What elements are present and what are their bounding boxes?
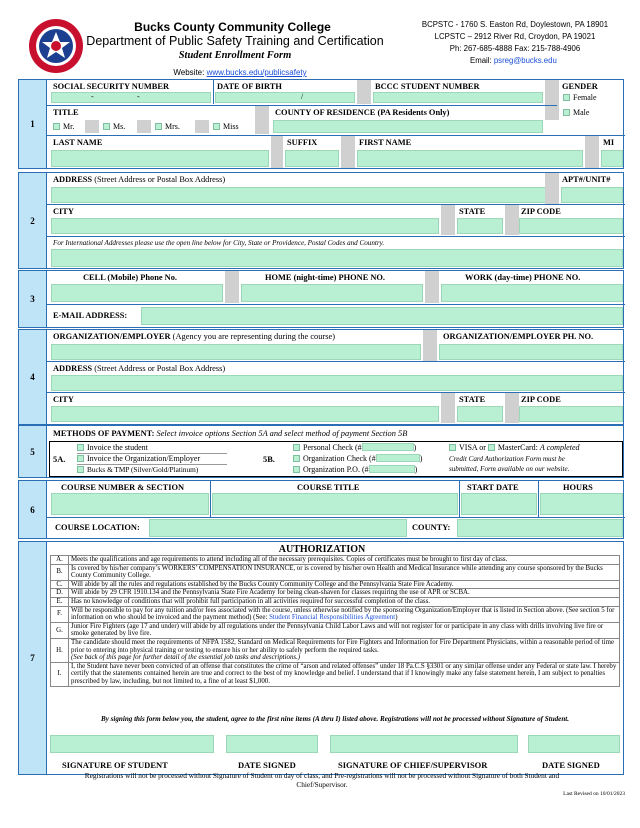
course-location-label: COURSE LOCATION: xyxy=(55,523,140,532)
cell-phone-label: CELL (Mobile) Phone No. xyxy=(83,273,177,282)
personal-check-label: Personal Check (# xyxy=(303,443,362,452)
checkbox-icon[interactable] xyxy=(293,466,300,473)
home-phone-label: HOME (night-time) PHONE NO. xyxy=(265,273,386,282)
org-check-option[interactable] xyxy=(293,454,422,463)
cell-phone-input[interactable] xyxy=(51,284,223,302)
department-name: Department of Public Safety Training and Certification xyxy=(86,34,384,48)
footer-line-1: Registrations will not be processed without Signature of Student on day of class, and Pre-registrations will not be processed without Signature of both Student and xyxy=(84,771,560,780)
ms-label: Ms. xyxy=(113,122,126,131)
miss-label: Miss xyxy=(223,122,239,131)
female-label: Female xyxy=(573,93,597,102)
cc-note-line3: submitted, Form available on our website. xyxy=(449,465,570,473)
suffix-input[interactable] xyxy=(285,150,339,167)
email-line xyxy=(470,56,590,65)
visa-label: VISA or xyxy=(459,443,486,452)
title-mr-option[interactable] xyxy=(53,122,74,131)
item-key: E. xyxy=(51,597,69,606)
table-row xyxy=(51,662,620,686)
checkbox-icon[interactable] xyxy=(293,444,300,451)
shade-block xyxy=(195,120,209,133)
paren: ) xyxy=(419,454,423,463)
divider xyxy=(47,105,557,106)
footer-line-2: Chief/Supervisor. xyxy=(296,780,348,789)
authorization-title: AUTHORIZATION xyxy=(278,544,366,555)
shade-block xyxy=(425,271,439,303)
checkbox-icon[interactable] xyxy=(77,466,84,473)
gender-male-option[interactable] xyxy=(563,108,589,117)
item-text xyxy=(69,638,620,662)
phone-fax: Ph: 267-685-4888 Fax: 215-788-4906 xyxy=(449,44,581,53)
item-h-text: The candidate should meet the requirements of NFPA 1582, Standard on Medical Requirements for Fire Fighters and Information for Fire Department Physicians, within a reasonable period of time prior to entering into physical training or testing to ensure his or her ability to safely perform the required tasks. xyxy=(71,638,615,654)
student-signature-label: SIGNATURE OF STUDENT xyxy=(62,760,168,770)
payment-methods-note: Select invoice options Section 5A and select method of payment Section 5B xyxy=(156,429,408,438)
shade-block xyxy=(255,106,269,134)
org-input[interactable] xyxy=(51,344,421,360)
table-row xyxy=(51,606,620,622)
table-row xyxy=(51,580,620,589)
title-ms-option[interactable] xyxy=(103,122,125,131)
org-address-label-bold: ADDRESS xyxy=(53,364,93,373)
work-phone-input[interactable] xyxy=(441,284,623,302)
last-name-label: LAST NAME xyxy=(53,138,103,147)
work-phone-label: WORK (day-time) PHONE NO. xyxy=(465,273,581,282)
paren: ) xyxy=(413,443,417,452)
date-signed-label: DATE SIGNED xyxy=(542,760,600,770)
email-input[interactable] xyxy=(141,307,623,325)
item-text: Will abide by 29 CFR 1910.134 and the Pennsylvania State Fire Academy for being clean-shaven for classes requiring the use of APR or SCBA. xyxy=(69,589,620,598)
checkbox-icon[interactable] xyxy=(155,123,162,130)
address-bcpstc: BCPSTC - 1760 S. Easton Rd, Doylestown, PA 18901 xyxy=(421,20,609,29)
male-label: Male xyxy=(573,108,590,117)
table-row xyxy=(51,589,620,598)
payment-methods-bold: METHODS OF PAYMENT: xyxy=(53,429,155,438)
item-key: B. xyxy=(51,564,69,580)
org-state-input[interactable] xyxy=(457,406,503,422)
shade-block xyxy=(505,205,519,235)
item-text: Has no knowledge of conditions that will prohibit full participation in all activities required for successful completion of the class. xyxy=(69,597,620,606)
course-title-label: COURSE TITLE xyxy=(297,483,360,492)
org-zip-input[interactable] xyxy=(519,406,623,422)
org-zip-label: ZIP CODE xyxy=(521,395,561,404)
county-label: COUNTY OF RESIDENCE (PA Residents Only) xyxy=(275,108,450,117)
item-text xyxy=(69,606,620,622)
item-key: I. xyxy=(51,662,69,686)
checkbox-icon[interactable] xyxy=(488,444,495,451)
org-address-input[interactable] xyxy=(51,375,623,391)
checkbox-icon[interactable] xyxy=(53,123,60,130)
dob-separator: / xyxy=(301,92,304,101)
dob-input[interactable] xyxy=(215,92,355,103)
org-check-label: Organization Check (# xyxy=(303,454,376,463)
city-input[interactable] xyxy=(51,218,439,234)
paren: ) xyxy=(414,465,418,474)
email-label: E-MAIL ADDRESS: xyxy=(53,311,128,320)
college-seal-logo xyxy=(28,18,84,74)
paren: ) xyxy=(395,614,398,622)
mastercard-label: MasterCard: xyxy=(497,443,538,452)
mi-label: MI xyxy=(603,138,615,147)
shade-block xyxy=(585,136,599,168)
shade-block xyxy=(441,205,455,235)
section-number: 4 xyxy=(19,330,47,424)
section-5 xyxy=(18,425,624,478)
student-signature-input[interactable] xyxy=(50,735,214,753)
ssn-label: SOCIAL SECURITY NUMBER xyxy=(53,82,170,91)
state-label: STATE xyxy=(459,207,486,216)
shade-block xyxy=(545,80,559,120)
section-number: 7 xyxy=(19,542,47,774)
city-label: CITY xyxy=(53,207,74,216)
bucks-tmp-option[interactable] xyxy=(77,465,198,474)
section-2 xyxy=(18,172,624,269)
item-key: C. xyxy=(51,580,69,589)
mr-label: Mr. xyxy=(63,122,75,131)
org-address-label-note: (Street Address or Postal Box Address) xyxy=(94,364,226,373)
item-key: F. xyxy=(51,606,69,622)
checkbox-icon[interactable] xyxy=(77,455,84,462)
checkbox-icon[interactable] xyxy=(449,444,456,451)
org-address-label xyxy=(53,364,225,373)
course-location-input[interactable] xyxy=(149,519,407,537)
address-input[interactable] xyxy=(51,187,557,203)
table-row xyxy=(51,638,620,662)
item-key: G. xyxy=(51,622,69,638)
checkbox-icon[interactable] xyxy=(213,123,220,130)
section-number: 6 xyxy=(19,481,47,538)
credit-card-option[interactable] xyxy=(449,443,580,452)
first-name-input[interactable] xyxy=(357,150,583,167)
gender-female-option[interactable] xyxy=(563,93,597,102)
zip-label: ZIP CODE xyxy=(521,207,561,216)
item-h-note: (See back of this page for further detail of the essential job tasks and descriptions.) xyxy=(71,654,301,662)
hours-label: HOURS xyxy=(563,483,593,492)
hours-input[interactable] xyxy=(540,493,623,515)
college-name: Bucks County Community College xyxy=(134,20,331,34)
student-number-label: BCCC STUDENT NUMBER xyxy=(375,82,480,91)
section-5a-label: 5A. xyxy=(53,455,66,464)
section-number: 5 xyxy=(19,426,47,477)
payment-methods-label xyxy=(53,429,407,438)
section-5b-label: 5B. xyxy=(263,455,275,464)
authorization-table xyxy=(50,555,620,687)
org-label-bold: ORGANIZATION/EMPLOYER xyxy=(53,332,171,341)
table-row xyxy=(51,556,620,565)
org-po-number-input[interactable] xyxy=(369,465,415,473)
item-key: D. xyxy=(51,589,69,598)
section-number: 2 xyxy=(19,173,47,268)
divider xyxy=(538,481,539,517)
student-number-input[interactable] xyxy=(373,92,543,103)
first-name-label: FIRST NAME xyxy=(359,138,412,147)
section-3 xyxy=(18,270,624,328)
table-row xyxy=(51,597,620,606)
checkbox-icon[interactable] xyxy=(103,123,110,130)
divider xyxy=(47,392,625,393)
revision-date: Last Revised on 10/01/2023 xyxy=(563,791,625,797)
divider xyxy=(47,236,625,237)
table-row xyxy=(51,622,620,638)
email-link[interactable]: psreg@bucks.edu xyxy=(493,56,557,65)
item-text: Meets the qualifications and age requirements to attend including all of the necessary prerequisites. Copies of certificates must be brought to first day of class. xyxy=(69,556,620,565)
address-lcpstc: LCPSTC – 2912 River Rd, Croydon, PA 19021 xyxy=(434,32,596,41)
org-po-option[interactable] xyxy=(293,465,417,474)
divider xyxy=(213,80,214,104)
item-text: I, the Student have never been convicted of an offense that constitutes the crime of “arson and related offenses” under 18 Pa.C.S §3301 or any similar offense under any Federal or state law. I hereby certify that the statements contained herein are true and correct to the best of my knowledge and belief. I understand that if I knowingly make any false statement herein, I am subject to penalties prescribed by law, including, but not limited to, a fine of at least $1,000. xyxy=(69,662,620,686)
shade-block xyxy=(137,120,151,133)
course-number-input[interactable] xyxy=(51,493,209,515)
org-city-input[interactable] xyxy=(51,406,439,422)
email-label: Email: xyxy=(470,56,492,65)
start-date-label: START DATE xyxy=(467,483,519,492)
ssn-dash: - xyxy=(137,92,140,101)
divider xyxy=(47,304,625,305)
financial-agreement-link[interactable]: Student Financial Responsibilities Agreement xyxy=(269,614,396,622)
address-label-bold: ADDRESS xyxy=(53,175,93,184)
date-signed-label: DATE SIGNED xyxy=(238,760,296,770)
section-number: 3 xyxy=(19,271,47,327)
org-state-label: STATE xyxy=(459,395,486,404)
item-text: Is covered by his/her company’s WORKERS’ COMPENSATION INSURANCE, or is covered by his/her own Health and Medical Insurance while attending any course sponsored by the Bucks County Community College. xyxy=(69,564,620,580)
signing-statement: By signing this form below you, the student, agree to the first nine items (A thru I) listed above. Registrations will not be processed without Signature of Student. xyxy=(100,715,570,723)
shade-block xyxy=(423,330,437,361)
ssn-dash: - xyxy=(91,92,94,101)
title-miss-option[interactable] xyxy=(213,122,239,131)
website-line xyxy=(130,68,350,77)
divider xyxy=(47,517,625,518)
start-date-input[interactable] xyxy=(461,493,537,515)
org-city-label: CITY xyxy=(53,395,74,404)
divider xyxy=(77,464,227,465)
shade-block xyxy=(271,136,283,168)
divider xyxy=(77,453,227,454)
org-label xyxy=(53,332,335,341)
mi-input[interactable] xyxy=(601,150,623,167)
address-label-note: (Street Address or Postal Box Address) xyxy=(94,175,226,184)
checkbox-icon[interactable] xyxy=(563,94,570,101)
shade-block xyxy=(357,80,371,104)
international-address-input[interactable] xyxy=(51,249,623,267)
chief-date-input[interactable] xyxy=(528,735,620,753)
course-county-input[interactable] xyxy=(457,519,623,537)
checkbox-icon[interactable] xyxy=(293,455,300,462)
zip-input[interactable] xyxy=(519,218,623,234)
title-label: TITLE xyxy=(53,108,79,117)
course-title-input[interactable] xyxy=(212,493,458,515)
cc-note: A completed xyxy=(539,443,580,452)
divider xyxy=(459,481,460,517)
home-phone-input[interactable] xyxy=(241,284,423,302)
form-title: Student Enrollment Form xyxy=(178,50,292,61)
international-address-note: For International Addresses please use the open line below for City, State or Providence, Postal Codes and Country. xyxy=(53,239,385,247)
item-f-text: Will be responsible to pay for any tuition and/or fees associated with the course, unless otherwise notified by the sponsoring Organization/Employer that is listed in Section above. (See section 5 for information on who should be invoiced and the payment method) (See: xyxy=(71,606,615,622)
invoice-org-option[interactable] xyxy=(77,454,200,463)
mrs-label: Mrs. xyxy=(165,122,180,131)
shade-block xyxy=(341,136,355,168)
website-link[interactable]: www.bucks.edu/publicsafety xyxy=(206,68,307,77)
org-po-label: Organization P.O. (# xyxy=(303,465,369,474)
shade-block xyxy=(545,173,559,205)
county-input[interactable] xyxy=(273,120,543,133)
divider xyxy=(47,135,625,136)
item-text: Will abide by all the rules and regulations established by the Bucks County Community College and the Pennsylvania State Fire Academy. xyxy=(69,580,620,589)
invoice-student-option[interactable] xyxy=(77,443,148,452)
state-input[interactable] xyxy=(457,218,503,234)
website-label: Website: xyxy=(173,68,205,77)
shade-block xyxy=(85,120,99,133)
shade-block xyxy=(505,393,519,423)
invoice-student-label: Invoice the student xyxy=(87,443,148,452)
org-phone-input[interactable] xyxy=(439,344,623,360)
student-date-input[interactable] xyxy=(226,735,318,753)
bucks-tmp-label: Bucks & TMP (Silver/Gold/Platinum) xyxy=(87,465,199,474)
section-1 xyxy=(18,79,624,169)
cc-note-line2: Credit Card Authorization Form must be xyxy=(449,455,565,463)
org-label-note: (Agency you are representing during the course) xyxy=(172,332,335,341)
org-phone-label: ORGANIZATION/EMPLOYER PH. NO. xyxy=(443,332,594,341)
address-label xyxy=(53,175,225,184)
title-mrs-option[interactable] xyxy=(155,122,180,131)
divider xyxy=(47,204,625,205)
divider xyxy=(47,361,625,362)
apt-label: APT#/UNIT# xyxy=(562,175,611,184)
chief-signature-input[interactable] xyxy=(330,735,518,753)
last-name-input[interactable] xyxy=(51,150,269,167)
section-6 xyxy=(18,480,624,539)
section-4 xyxy=(18,329,624,425)
divider xyxy=(210,481,211,517)
dob-label: DATE OF BIRTH xyxy=(217,82,282,91)
ssn-input[interactable] xyxy=(51,92,211,103)
item-key: A. xyxy=(51,556,69,565)
checkbox-icon[interactable] xyxy=(77,444,84,451)
item-key: H. xyxy=(51,638,69,662)
apt-input[interactable] xyxy=(561,187,623,203)
checkbox-icon[interactable] xyxy=(563,109,570,116)
chief-signature-label: SIGNATURE OF CHIEF/SUPERVISOR xyxy=(338,760,488,770)
gender-label: GENDER xyxy=(562,82,598,91)
invoice-org-label: Invoice the Organization/Employer xyxy=(87,454,201,463)
org-check-number-input[interactable] xyxy=(376,454,420,462)
county-label: COUNTY: xyxy=(412,523,451,532)
course-number-label: COURSE NUMBER & SECTION xyxy=(61,483,185,492)
item-text: Junior Fire Fighters (age 17 and under) will abide by all regulations under the Pennsylvania Child Labor Laws and will not register for or participate in any class with drills involving live fire or smoke generated by live fire. xyxy=(69,622,620,638)
shade-block xyxy=(441,393,455,423)
shade-block xyxy=(225,271,239,303)
personal-check-option[interactable] xyxy=(293,443,416,452)
table-row xyxy=(51,564,620,580)
personal-check-number-input[interactable] xyxy=(362,443,414,451)
section-number: 1 xyxy=(19,80,47,168)
suffix-label: SUFFIX xyxy=(287,138,318,147)
